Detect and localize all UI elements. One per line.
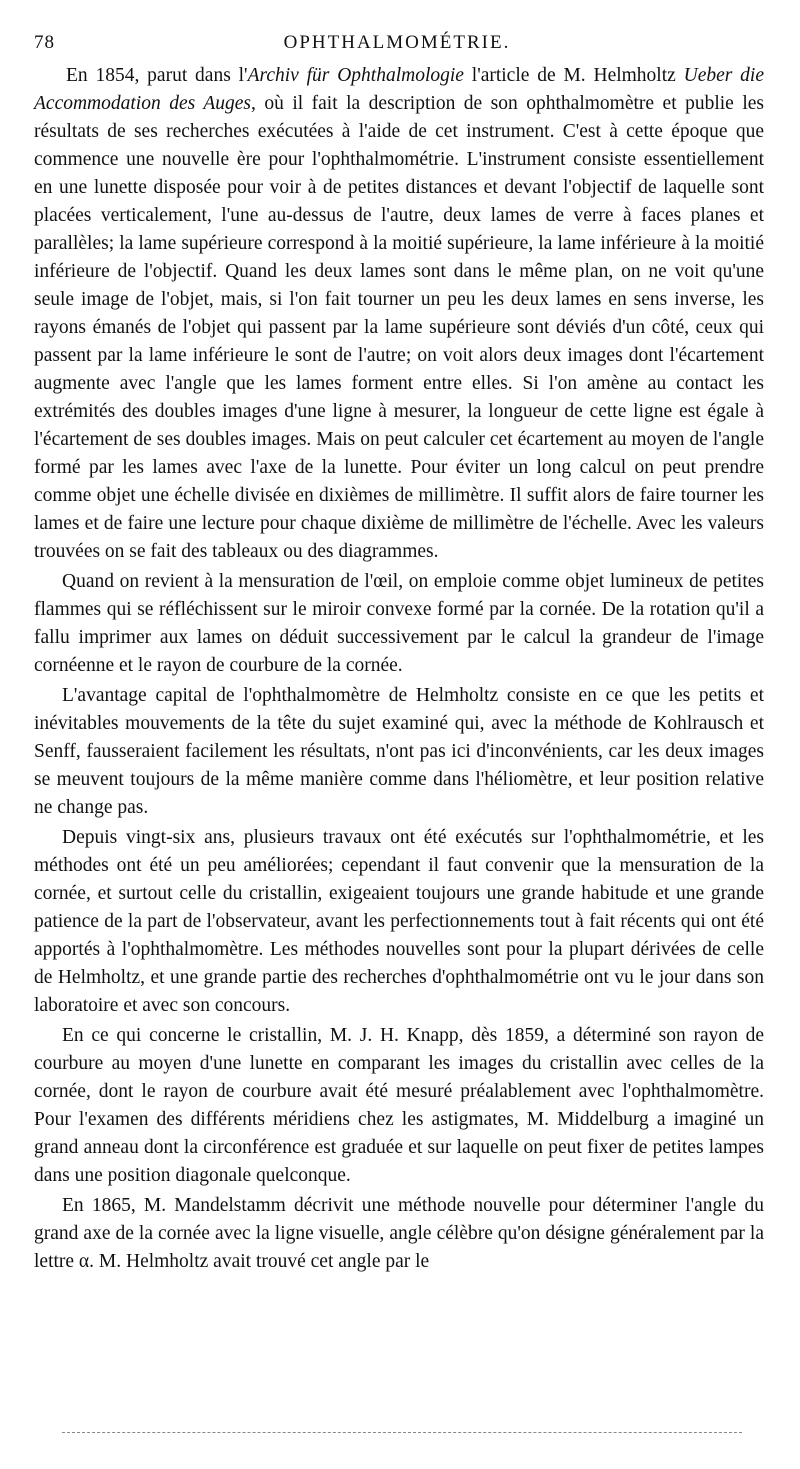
paragraph-1 <box>34 62 764 566</box>
paragraph-5: En ce qui concerne le cristallin, M. J. H. Knapp, dès 1859, a déterminé son rayon de courbure au moyen d'une lunette en comparant les images du cristallin avec celles de la cornée, dont le rayon de courbure avait été mesuré préalablement avec l'ophthalmomètre. Pour l'examen des différents méridiens chez les astigmates, M. Middelburg a imaginé un grand anneau dont la circonférence est graduée et sur laquelle on peut fixer de petites lampes dans une position diagonale quelconque. <box>34 1025 764 1186</box>
journal-title: Archiv für Ophthalmologie <box>247 65 464 86</box>
paragraph-3: L'avantage capital de l'ophthalmomètre de Helmholtz consiste en ce que les petits et inévitables mouvements de la tête du sujet examiné qui, avec la méthode de Kohlrausch et Senff, fausseraient facilement les résultats, n'ont pas ici d'inconvénients, car les deux images se meuvent toujours de la même manière comme dans l'héliomètre, et leur position relative ne change pas. <box>34 685 764 818</box>
page-body <box>34 62 764 1278</box>
paragraph-2: Quand on revient à la mensuration de l'œil, on emploie comme objet lumineux de petites flammes qui se réfléchissent sur le miroir convexe formé par la cornée. De la rotation qu'il a fallu imprimer aux lames on déduit successivement par le calcul la grandeur de l'image cornéenne et le rayon de courbure de la cornée. <box>34 571 764 676</box>
paragraph-1-text-c: , où il fait la description de son ophthalmomètre et publie les résultats de ses recherches exécutées à l'aide de cet instrument. C'est à cette époque que commence une nouvelle ère pour l'ophthalmométrie. L'instrument consiste essentiellement en une lunette disposée pour voir à de petites distances et devant l'objectif de laquelle sont placées verticalement, l'une au-dessus de l'autre, deux lames de verre à faces planes et parallèles; la lame supérieure correspond à la moitié supérieure, la lame inférieure à la moitié inférieure de l'objectif. Quand les deux lames sont dans le même plan, on ne voit qu'une seule image de l'objet, mais, si l'on fait tourner un peu les deux lames en sens inverse, les rayons émanés de l'objet qui passent par la lame supérieure sont déviés d'un côté, ceux qui passent par la lame inférieure le sont de l'autre; on voit alors deux images dont l'écartement augmente avec l'angle que les lames forment entre elles. Si l'on amène au contact les extrémités des doubles images d'une ligne à mesurer, la longueur de cette ligne est égale à l'écartement de ses doubles images. Mais on peut calculer cet écartement au moyen de l'angle formé par les lames avec l'axe de la lunette. Pour éviter un long calcul on peut prendre comme objet une échelle divisée en dixièmes de millimètre. Il suffit alors de faire tourner les lames et de faire une lecture pour chaque dixième de millimètre de l'échelle. Avec les valeurs trouvées on se fait des tableaux ou des diagrammes. <box>34 93 764 562</box>
paragraph-6: En 1865, M. Mandelstamm décrivit une méthode nouvelle pour déterminer l'angle du grand axe de la cornée avec la ligne visuelle, angle célèbre qu'on désigne généralement par la lettre α. M. Helmholtz avait trouvé cet angle par le <box>34 1195 764 1272</box>
paragraph-1-text-a: En 1854, parut dans l' <box>66 65 248 86</box>
running-title: OPHTHALMOMÉTRIE. <box>283 32 511 53</box>
page-number: 78 <box>34 32 55 53</box>
article-title: Ueber die Accommodation des Auges <box>34 65 764 114</box>
footer-rule <box>62 1432 742 1433</box>
paragraph-1-text-b: l'article de M. Helmholtz <box>463 65 684 86</box>
page-header <box>34 32 760 60</box>
paragraph-4: Depuis vingt-six ans, plusieurs travaux ont été exécutés sur l'ophthalmométrie, et les méthodes ont été un peu améliorées; cependant il faut convenir que la mensuration de la cornée, et surtout celle du cristallin, exigeaient toujours une grande habitude et une grande patience de la part de l'observateur, avant les perfectionnements tout à fait récents qui ont été apportés à l'ophthalmomètre. Les méthodes nouvelles sont pour la plupart dérivées de celle de Helmholtz, et une grande partie des recherches d'ophthalmométrie ont vu le jour dans son laboratoire et avec son concours. <box>34 827 764 1016</box>
